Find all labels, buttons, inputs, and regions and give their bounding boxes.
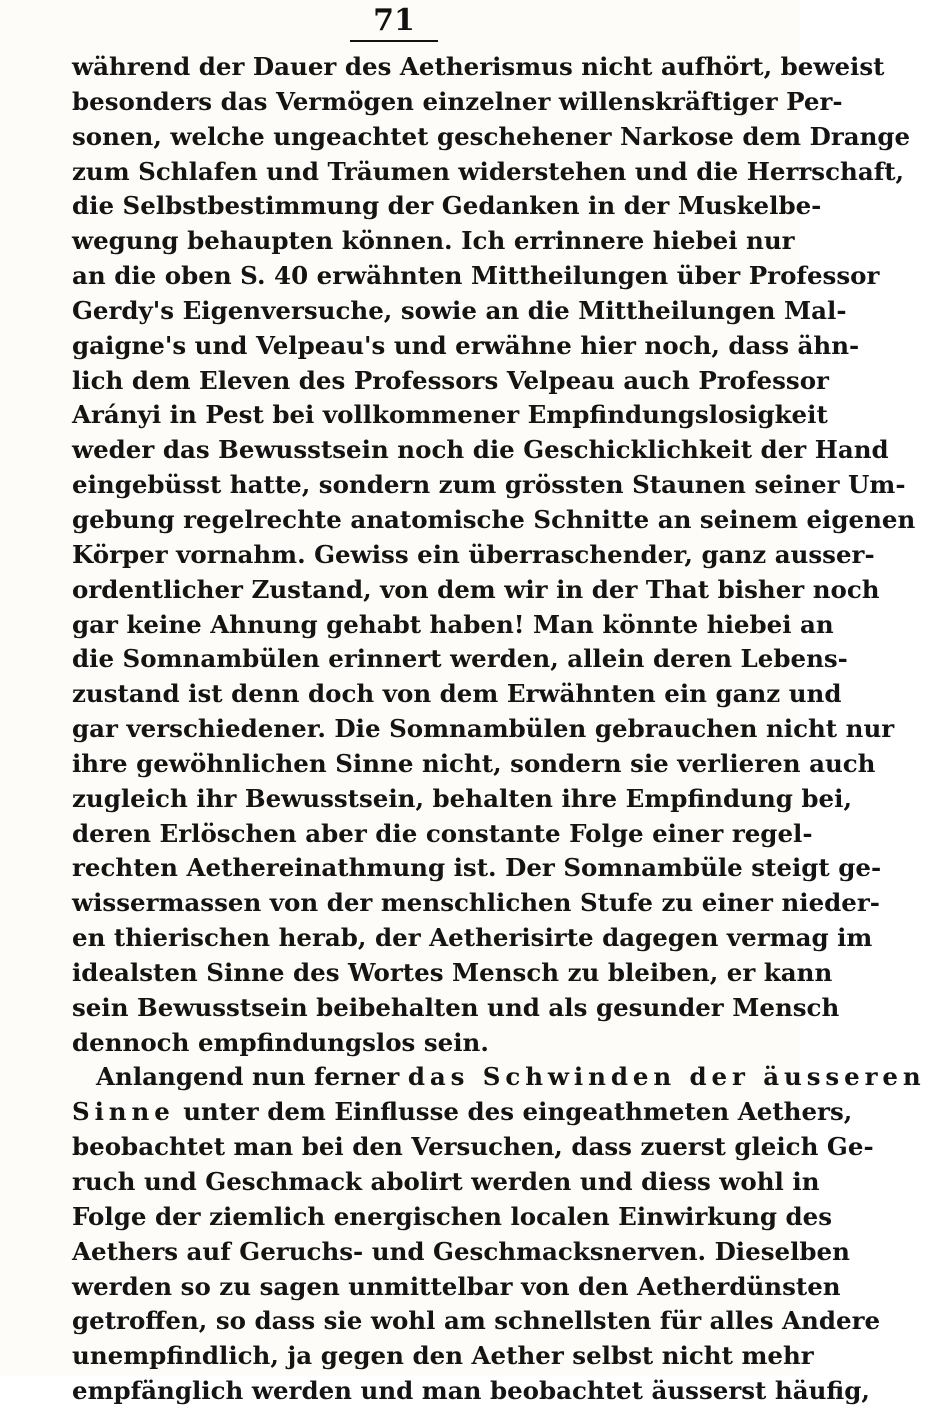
text-line: Gerdy's Eigenversuche, sowie an die Mittheilungen Mal- <box>72 295 847 325</box>
paragraph-start-line <box>72 1060 926 1095</box>
text-line: ihre gewöhnlichen Sinne nicht, sondern sie verlieren auch <box>72 748 876 778</box>
emphasized-text: Sinne <box>72 1097 175 1127</box>
text-line: Arányi in Pest bei vollkommener Empfindungslosigkeit <box>72 400 828 430</box>
text-line: unempfindlich, ja gegen den Aether selbst nicht mehr <box>72 1341 814 1371</box>
text-line: getroffen, so dass sie wohl am schnellsten für alles Andere <box>72 1306 881 1336</box>
text-line: empfänglich werden und man beobachtet äusserst häufig, <box>72 1376 870 1406</box>
text-line: Folge der ziemlich energischen localen Einwirkung des <box>72 1201 833 1231</box>
text-line: werden so zu sagen unmittelbar von den Aetherdünsten <box>72 1271 841 1301</box>
text-line: idealsten Sinne des Wortes Mensch zu bleiben, er kann <box>72 957 833 987</box>
text-line: Aethers auf Geruchs- und Geschmacksnerven. Dieselben <box>72 1236 850 1266</box>
text-line: Körper vornahm. Gewiss ein überraschender, ganz ausser- <box>72 539 875 569</box>
page-number: 71 <box>350 4 438 42</box>
text-line: sonen, welche ungeachtet geschehener Narkose dem Drange <box>72 121 911 151</box>
paragraph-end-line: dennoch empfindungslos sein. <box>72 1027 489 1057</box>
text-line: ruch und Geschmack abolirt werden und diess wohl in <box>72 1167 820 1196</box>
text-line: deren Erlöschen aber die constante Folge einer regel- <box>72 818 813 848</box>
body-text <box>72 50 926 1409</box>
text-line: zustand ist denn doch von dem Erwähnten ein ganz und <box>72 679 842 709</box>
line-text: unter dem Einflusse des eingeathmeten Aethers, <box>174 1097 853 1127</box>
text-line: gebung regelrechte anatomische Schnitte an seinem eigenen <box>72 504 916 534</box>
text-line: die Somnambülen erinnert werden, allein deren Lebens- <box>72 644 848 674</box>
text-line: die Selbstbestimmung der Gedanken in der Muskelbe- <box>72 191 822 221</box>
text-line: an die oben S. 40 erwähnten Mittheilungen über Professor <box>72 261 880 291</box>
text-line: besonders das Vermögen einzelner willenskräftiger Per- <box>72 86 843 116</box>
text-line: zugleich ihr Bewusstsein, behalten ihre Empfindung bei, <box>72 783 852 813</box>
text-line: lich dem Eleven des Professors Velpeau auch Professor <box>72 365 829 395</box>
text-line: zum Schlafen und Träumen widerstehen und die Herrschaft, <box>72 156 905 186</box>
emphasized-text: das Schwinden der äusseren <box>407 1062 926 1092</box>
text-line: beobachtet man bei den Versuchen, dass zuerst gleich Ge- <box>72 1132 874 1162</box>
text-line <box>72 1095 853 1130</box>
text-line: en thierischen herab, der Aetherisirte dagegen vermag im <box>72 923 873 953</box>
text-line: weder das Bewusstsein noch die Geschicklichkeit der Hand <box>72 435 889 465</box>
text-line: gar keine Ahnung gehabt haben! Man könnte hiebei an <box>72 609 834 639</box>
text-line: sein Bewusstsein beibehalten und als gesunder Mensch <box>72 992 840 1022</box>
text-line: gaigne's und Velpeau's und erwähne hier noch, dass ähn- <box>72 330 860 360</box>
text-line: gar verschiedener. Die Somnambülen gebrauchen nicht nur <box>72 714 895 744</box>
text-line: wegung behaupten können. Ich errinnere hiebei nur <box>72 226 795 256</box>
text-line: eingebüsst hatte, sondern zum grössten Staunen seiner Um- <box>72 470 906 500</box>
line-text: Anlangend nun ferner <box>96 1062 408 1092</box>
text-line: während der Dauer des Aetherismus nicht aufhört, beweist <box>72 52 885 81</box>
text-line: ordentlicher Zustand, von dem wir in der That bisher noch <box>72 574 880 604</box>
text-line: wissermassen von der menschlichen Stufe zu einer nieder- <box>72 888 880 918</box>
text-line: rechten Aethereinathmung ist. Der Somnambüle steigt ge- <box>72 853 882 883</box>
